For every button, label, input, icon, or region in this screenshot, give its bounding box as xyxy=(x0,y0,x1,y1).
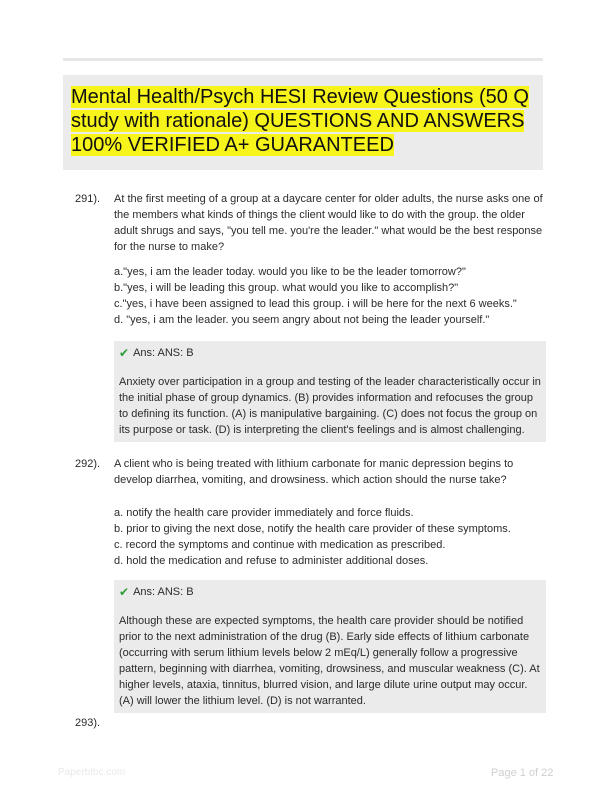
option-b: b. prior to giving the next dose, notify the health care provider of these symptoms. xyxy=(114,523,511,535)
option-c: c."yes, i have been assigned to lead this group. i will be here for the next 6 weeks." xyxy=(114,298,517,310)
page-indicator: Page 1 of 22 xyxy=(491,767,554,779)
question-body xyxy=(114,456,546,713)
answer-header xyxy=(119,344,541,362)
answer-options xyxy=(114,264,546,328)
option-b: b."yes, i will be leading this group. what would you like to accomplish?" xyxy=(114,282,459,294)
option-d: d. hold the medication and refuse to administer additional doses. xyxy=(114,555,429,567)
question-number: 291). xyxy=(75,193,101,205)
footer-site-watermark: Paperbtbc.com xyxy=(58,767,126,778)
question-number: 292). xyxy=(75,458,101,470)
answer-header xyxy=(119,583,541,601)
option-a: a. notify the health care provider immediately and force fluids. xyxy=(114,507,414,519)
checkmark-icon: ✔ xyxy=(119,346,130,360)
top-divider xyxy=(63,58,543,61)
answer-label: Ans: ANS: B xyxy=(133,586,194,598)
question-number-next: 293). xyxy=(75,717,101,729)
question-text: At the first meeting of a group at a daycare center for older adults, the nurse asks one of the members what kinds of things the client would like to do with the group. the older adult shrugs and says, "you tell me. you're the leader." what would be the best response for the nurse to make? xyxy=(114,193,543,253)
question-text: A client who is being treated with lithium carbonate for manic depression begins to develop diarrhea, vomiting, and drowsiness. which action should the nurse take? xyxy=(114,458,514,486)
option-a: a."yes, i am the leader today. would you like to be the leader tomorrow?" xyxy=(114,266,466,278)
option-c: c. record the symptoms and continue with medication as prescribed. xyxy=(114,539,446,551)
answer-label: Ans: ANS: B xyxy=(133,347,194,359)
answer-box xyxy=(114,341,546,442)
rationale-text: Anxiety over participation in a group and testing of the leader characteristically occur in the initial phase of group dynamics. (B) provides information and refocuses the group to defining its function. (A) is manipulative bargaining. (C) does not focus the group on its purpose or task. (D) is interpreting the client's feelings and is almost challenging. xyxy=(119,376,541,436)
checkmark-icon: ✔ xyxy=(119,585,130,599)
document-title: Mental Health/Psych HESI Review Questions (50 Q study with rationale) QUESTIONS AND ANSWERS 100% VERIFIED A+ GUARANTEED xyxy=(71,86,529,156)
answer-options xyxy=(114,505,546,569)
option-d: d. "yes, i am the leader. you seem angry about not being the leader yourself." xyxy=(114,314,490,326)
answer-box xyxy=(114,580,546,713)
question-body xyxy=(114,191,546,442)
rationale-text: Although these are expected symptoms, the health care provider should be notified prior to the next administration of the drug (B). Early side effects of lithium carbonate (occurring with serum lithium levels below 2 mEq/L) generally follow a progressive pattern, beginning with diarrhea, vomiting, drowsiness, and muscular weakness (C). At higher levels, ataxia, tinnitus, blurred vision, and large dilute urine output may occur. (A) will lower the lithium level. (D) is not warranted. xyxy=(119,615,540,707)
title-banner xyxy=(63,75,543,170)
